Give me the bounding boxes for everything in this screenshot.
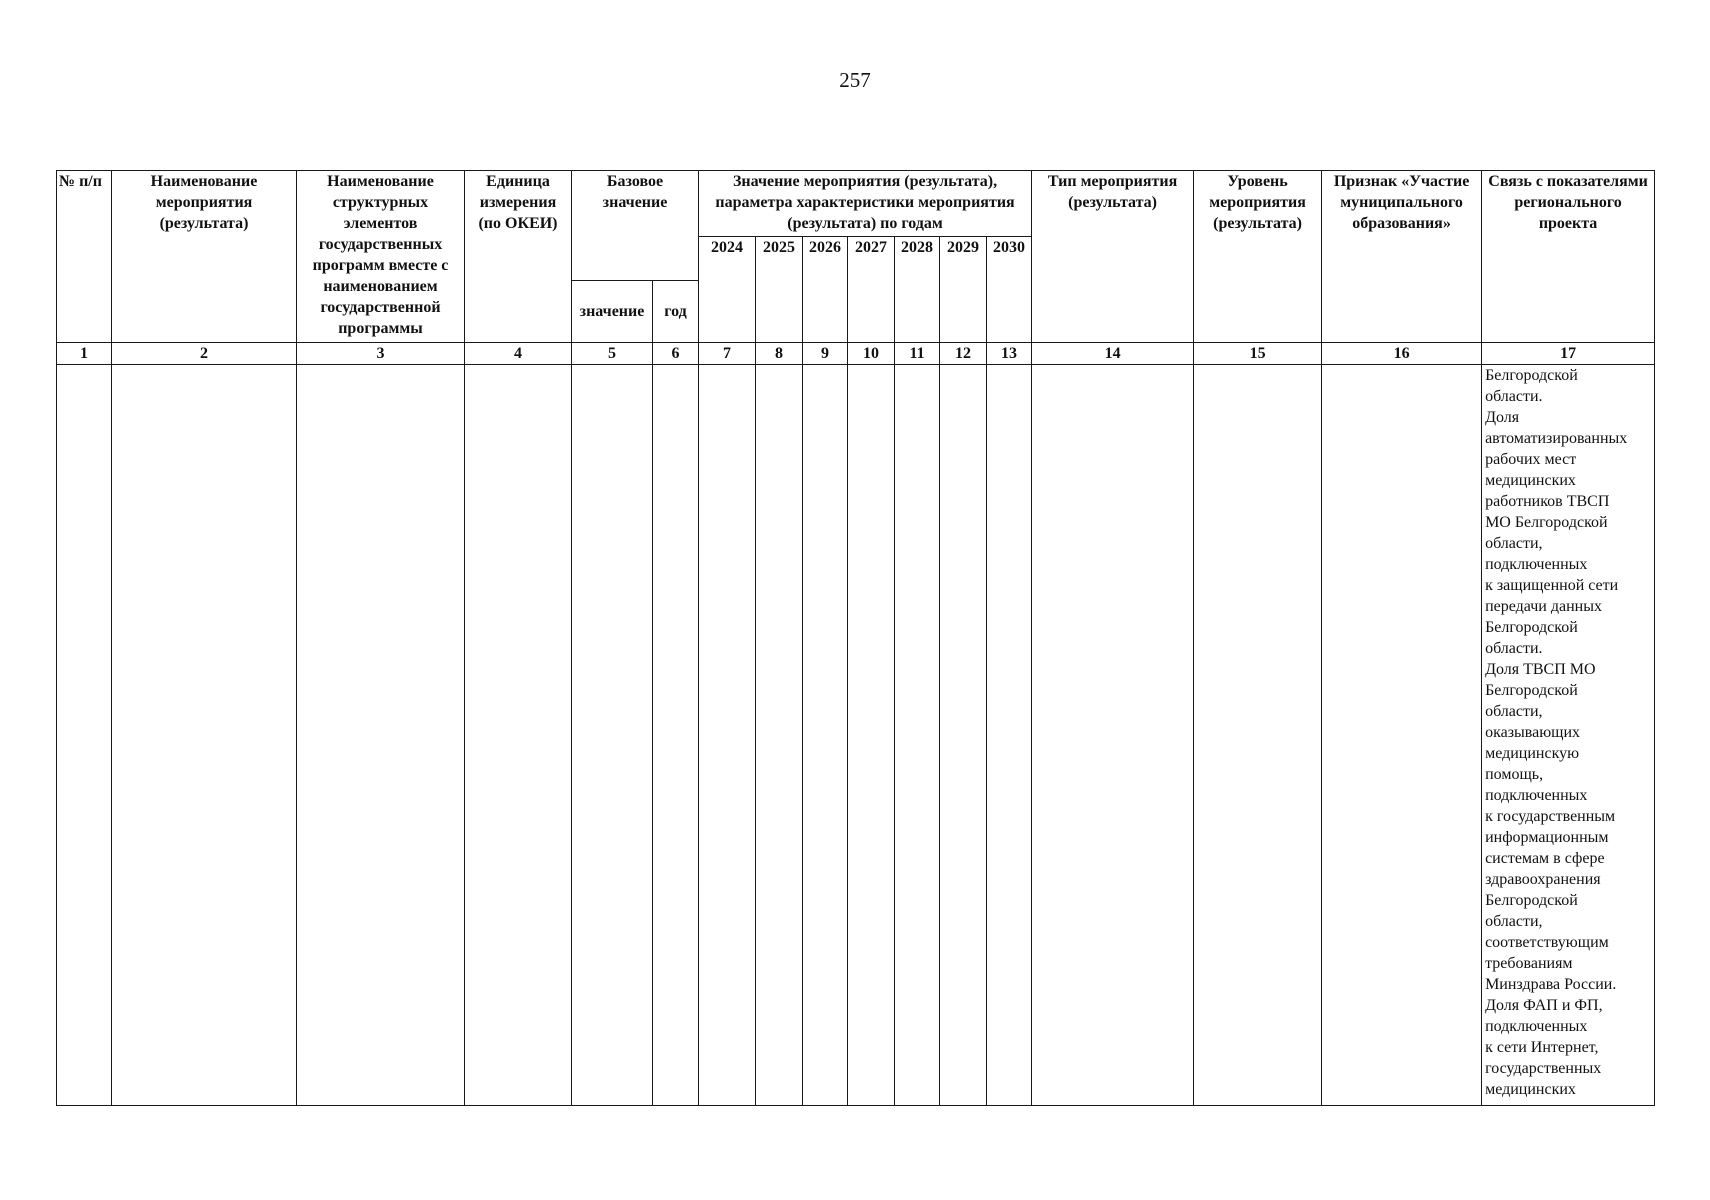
header-measure-level: Уровень мероприятия (результата)	[1194, 171, 1322, 343]
regional-project-link-line: МО Белгородской	[1485, 514, 1608, 531]
column-number: 8	[756, 343, 803, 365]
regional-project-link-text	[1485, 365, 1651, 1100]
regional-project-link-line: подключенных	[1485, 787, 1588, 804]
column-number: 6	[653, 343, 699, 365]
column-number: 9	[803, 343, 848, 365]
header-regional-project-link: Связь с показателями регионального проекта	[1482, 171, 1655, 343]
cell-year-2024	[699, 365, 756, 1106]
cell-base-value	[572, 365, 653, 1106]
cell-base-year	[653, 365, 699, 1106]
regional-project-link-line: работников ТВСП	[1485, 493, 1610, 510]
cell-year-2030	[987, 365, 1032, 1106]
cell-measure-name	[112, 365, 297, 1106]
regional-project-link-line: Белгородской	[1485, 367, 1578, 384]
header-year-2028: 2028	[895, 237, 940, 343]
regional-project-link-line: оказывающих	[1485, 724, 1581, 741]
regional-project-link-line: области.	[1485, 388, 1543, 405]
column-number: 14	[1032, 343, 1194, 365]
regional-project-link-line: требованиям	[1485, 955, 1573, 972]
cell-year-2028	[895, 365, 940, 1106]
column-number: 3	[297, 343, 465, 365]
page-number: 257	[839, 68, 871, 92]
header-year-2025: 2025	[756, 237, 803, 343]
regional-project-link-line: Доля ТВСП МО	[1485, 661, 1596, 678]
column-number: 10	[848, 343, 895, 365]
regional-project-link-line: здравоохранения	[1485, 871, 1601, 888]
regional-project-link-line: автоматизированных	[1485, 430, 1628, 447]
cell-regional-project-link	[1482, 365, 1655, 1106]
regional-project-link-line: соответствующим	[1485, 934, 1609, 951]
cell-measure-level	[1194, 365, 1322, 1106]
regional-project-link-line: к государственным	[1485, 808, 1616, 825]
regional-project-link-line: Доля ФАП и ФП,	[1485, 997, 1603, 1014]
regional-project-link-line: передачи данных	[1485, 598, 1602, 615]
header-unit: Единица измерения (по ОКЕИ)	[465, 171, 572, 343]
regional-project-link-line: помощь,	[1485, 766, 1544, 783]
regional-project-link-line: государственных	[1485, 1060, 1602, 1077]
cell-municipal-participation	[1322, 365, 1482, 1106]
column-number: 1	[57, 343, 112, 365]
header-base-year: год	[653, 281, 699, 343]
column-number: 5	[572, 343, 653, 365]
measures-table	[56, 170, 1655, 1106]
cell-year-2029	[940, 365, 987, 1106]
regional-project-link-line: системам в сфере	[1485, 850, 1605, 867]
regional-project-link-line: Белгородской	[1485, 619, 1578, 636]
header-measure-name: Наименование мероприятия (результата)	[112, 171, 297, 343]
cell-number	[57, 365, 112, 1106]
header-measure-type: Тип мероприятия (результата)	[1032, 171, 1194, 343]
cell-structural-elements	[297, 365, 465, 1106]
column-number: 17	[1482, 343, 1655, 365]
regional-project-link-line: к защищенной сети	[1485, 577, 1619, 594]
column-number: 16	[1322, 343, 1482, 365]
cell-year-2025	[756, 365, 803, 1106]
header-year-2024: 2024	[699, 237, 756, 343]
column-number: 11	[895, 343, 940, 365]
column-number: 4	[465, 343, 572, 365]
regional-project-link-line: области,	[1485, 535, 1543, 552]
regional-project-link-line: Белгородской	[1485, 892, 1578, 909]
header-year-2029: 2029	[940, 237, 987, 343]
header-values-by-year: Значение мероприятия (результата), параметра характеристики мероприятия (результата) по годам	[699, 171, 1032, 237]
column-number: 7	[699, 343, 756, 365]
regional-project-link-line: рабочих мест	[1485, 451, 1577, 468]
header-year-2027: 2027	[848, 237, 895, 343]
regional-project-link-line: Доля	[1485, 409, 1520, 426]
cell-year-2027	[848, 365, 895, 1106]
regional-project-link-line: Минздрава России.	[1485, 976, 1617, 993]
header-base-value: значение	[572, 281, 653, 343]
regional-project-link-line: области,	[1485, 913, 1543, 930]
column-number: 12	[940, 343, 987, 365]
regional-project-link-line: медицинских	[1485, 472, 1576, 489]
regional-project-link-line: медицинских	[1485, 1081, 1576, 1098]
regional-project-link-line: к сети Интернет,	[1485, 1039, 1599, 1056]
header-structural-elements: Наименование структурных элементов государственных программ вместе с наименованием государственной программы	[297, 171, 465, 343]
header-year-2030: 2030	[987, 237, 1032, 343]
regional-project-link-line: подключенных	[1485, 556, 1588, 573]
regional-project-link-line: области.	[1485, 640, 1543, 657]
cell-measure-type	[1032, 365, 1194, 1106]
regional-project-link-line: медицинскую	[1485, 745, 1580, 762]
cell-unit	[465, 365, 572, 1106]
header-base-value-group: Базовое значение	[572, 171, 699, 281]
column-number: 2	[112, 343, 297, 365]
column-number: 15	[1194, 343, 1322, 365]
header-number: № п/п	[57, 171, 112, 343]
regional-project-link-line: области,	[1485, 703, 1543, 720]
header-municipal-participation: Признак «Участие муниципального образования»	[1322, 171, 1482, 343]
regional-project-link-line: информационным	[1485, 829, 1609, 846]
header-year-2026: 2026	[803, 237, 848, 343]
cell-year-2026	[803, 365, 848, 1106]
column-number: 13	[987, 343, 1032, 365]
regional-project-link-line: подключенных	[1485, 1018, 1588, 1035]
regional-project-link-line: Белгородской	[1485, 682, 1578, 699]
